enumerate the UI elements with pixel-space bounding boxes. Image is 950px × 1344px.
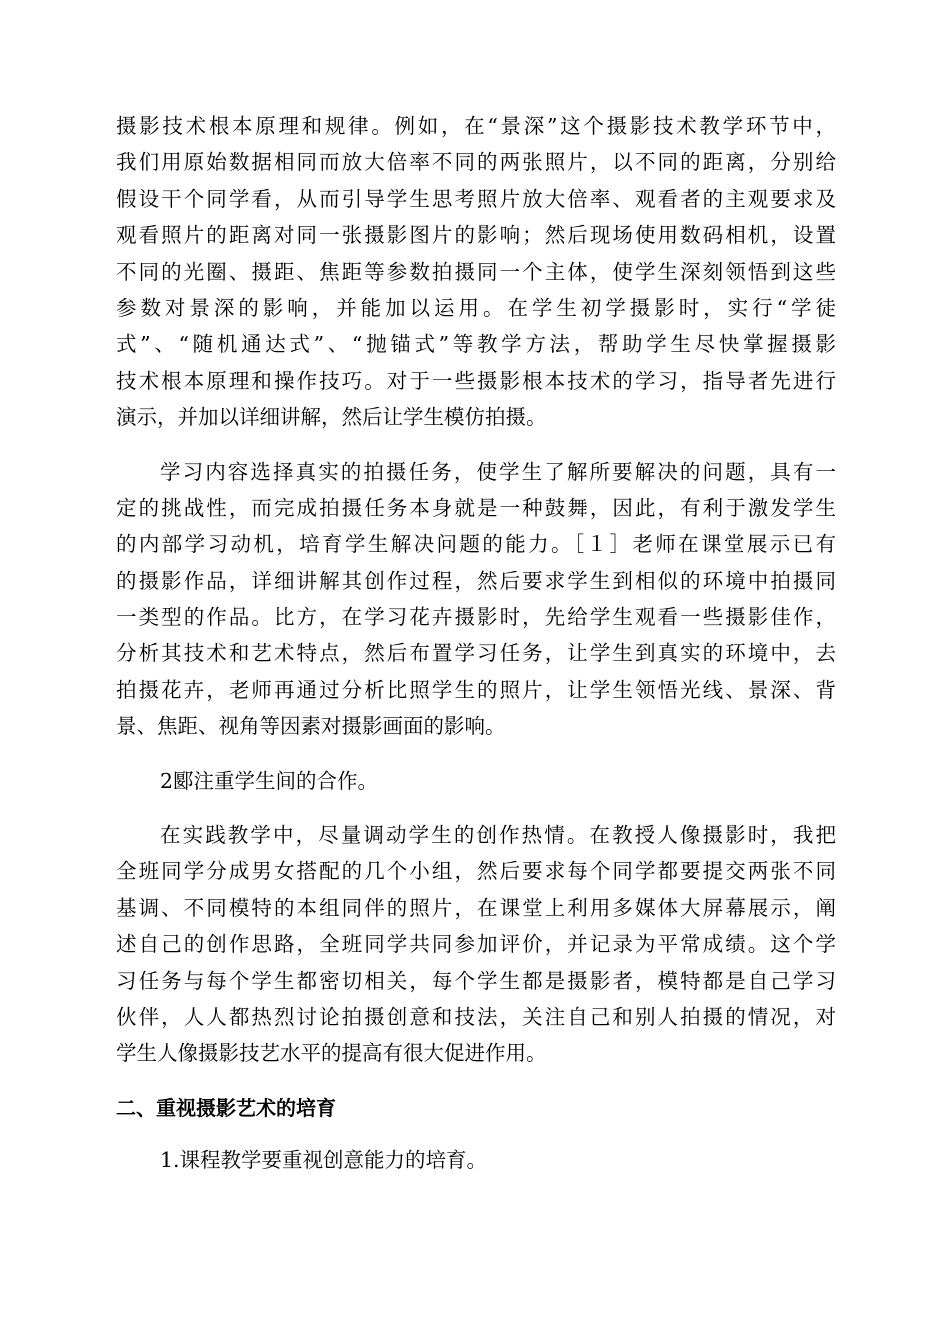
paragraph-1: [116, 108, 836, 436]
text-line: 的内部学习动机，培育学生解决问题的能力。［１］老师在课堂展示已有: [116, 532, 836, 557]
text-line: 观看照片的距离对同一张摄影图片的影响；然后现场使用数码相机，设置: [116, 223, 836, 248]
text-line: 述自己的创作思路，全班同学共同参加评价，并记录为平常成绩。这个学: [116, 932, 836, 957]
text-line: 不同的光圈、摄距、焦距等参数拍摄同一个主体，使学生深刻领悟到这些: [116, 259, 836, 284]
paragraph-spacer: [116, 745, 836, 763]
text-line: 定的挑战性，而完成拍摄任务本身就是一种鼓舞，因此，有利于激发学生: [116, 495, 836, 520]
text-line: 假设干个同学看，从而引导学生思考照片放大倍率、观看者的主观要求及: [116, 186, 836, 211]
paragraph-2: [116, 454, 836, 745]
text-line: 的摄影作品，详细讲解其创作过程，然后要求学生到相似的环境中拍摄同: [116, 568, 836, 593]
paragraph-spacer: [116, 799, 836, 817]
text-line: 景、焦距、视角等因素对摄影画面的影响。: [116, 714, 506, 739]
paragraph-3: [116, 817, 836, 1072]
text-line: 全班同学分成男女搭配的几个小组，然后要求每个同学都要提交两张不同: [116, 859, 836, 884]
text-line: 习任务与每个学生都密切相关，每个学生都是摄影者，模特都是自己学习: [116, 968, 836, 993]
subheading-cooperation: 2郾注重学生间的合作。: [160, 768, 379, 793]
text-line: 学习内容选择真实的拍摄任务，使学生了解所要解决的问题，具有一: [160, 459, 836, 484]
paragraph-spacer: [116, 1126, 836, 1142]
text-line: 我们用原始数据相同而放大倍率不同的两张照片，以不同的距离，分别给: [116, 150, 836, 175]
text-line: 演示，并加以详细讲解，然后让学生模仿拍摄。: [116, 405, 547, 430]
text-line: 技术根本原理和操作技巧。对于一些摄影根本技术的学习，指导者先进行: [116, 368, 836, 393]
subheading-creativity: 1.课程教学要重视创意能力的培育。: [160, 1148, 488, 1173]
paragraph-spacer: [116, 436, 836, 454]
text-line: 参数对景深的影响，并能加以运用。在学生初学摄影时，实行“学徒: [116, 295, 836, 320]
section-heading: 二、重视摄影艺术的培育: [116, 1095, 336, 1120]
text-line: 学生人像摄影技艺水平的提高有很大促进作用。: [116, 1041, 547, 1066]
text-line: 伙伴，人人都热烈讨论拍摄创意和技法，关注自己和别人拍摄的情况，对: [116, 1004, 836, 1029]
document-body: [116, 108, 836, 1179]
text-line: 式”、“随机通达式”、“抛锚式”等教学方法，帮助学生尽快掌握摄影: [116, 332, 836, 357]
text-line: 摄影技术根本原理和规律。例如，在“景深”这个摄影技术教学环节中，: [116, 114, 836, 138]
text-line: 一类型的作品。比方，在学习花卉摄影时，先给学生观看一些摄影佳作，: [116, 605, 836, 630]
text-line: 分析其技术和艺术特点，然后布置学习任务，让学生到真实的环境中，去: [116, 641, 836, 666]
text-line: 基调、不同模特的本组同伴的照片，在课堂上利用多媒体大屏幕展示，阐: [116, 895, 836, 920]
text-line: 拍摄花卉，老师再通过分析比照学生的照片，让学生领悟光线、景深、背: [116, 677, 836, 702]
text-line: 在实践教学中，尽量调动学生的创作热情。在教授人像摄影时，我把: [160, 823, 836, 848]
paragraph-spacer: [116, 1072, 836, 1090]
